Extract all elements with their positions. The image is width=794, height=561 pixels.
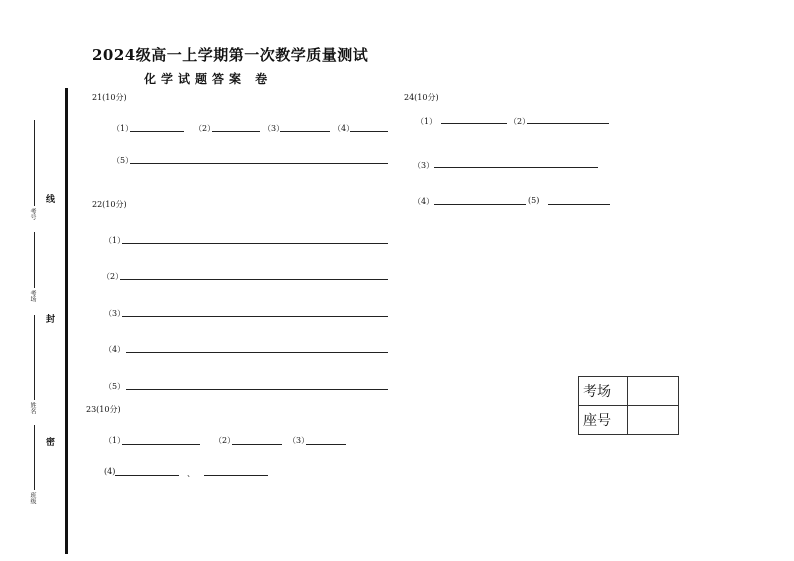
q24-heading: 24(10分) [404,93,439,102]
seal-feng: 封 [46,315,56,325]
q23-p4-label: (4) [104,467,116,476]
q21-p4-answer-line[interactable] [350,131,388,132]
q21-heading: 21(10分) [92,93,127,102]
q23-p3-label: （3） [288,436,310,445]
q22-heading: 22(10分) [92,200,127,209]
seat-row-seat-number [579,406,679,435]
q22-p4-label: （4） [104,345,126,354]
q22-p1-answer-line[interactable] [122,243,388,244]
page-title: 2024级高一上学期第一次教学质量测试 [92,46,369,64]
label-banji: 班级 [29,492,36,504]
q22-p2-label: （2） [102,272,124,281]
q24-p4-answer-line[interactable] [434,204,526,205]
q23-p1-answer-line[interactable] [122,444,200,445]
q24-p5-answer-line[interactable] [548,204,610,205]
seat-label-exam-room: 考场 [579,377,628,406]
page-subtitle: 化学试题答案 卷 [144,72,273,86]
q24-p1-answer-line[interactable] [441,123,507,124]
seat-value-seat-number[interactable] [628,406,679,435]
xingming-line [34,315,35,400]
q21-p2-answer-line[interactable] [212,131,260,132]
q24-p2-answer-line[interactable] [527,123,609,124]
kaohao-line [34,120,35,206]
q22-p3-label: （3） [104,309,126,318]
label-kaochang: 考场 [29,290,36,302]
q24-p2-label: （2） [509,117,531,126]
q22-p4-answer-line[interactable] [126,352,388,353]
q23-p4-separator: 、 [187,469,195,478]
q23-p2-answer-line[interactable] [232,444,282,445]
q21-p1-label: （1） [112,124,134,133]
q22-p5-answer-line[interactable] [126,389,388,390]
q21-p1-answer-line[interactable] [130,131,184,132]
q22-p5-label: （5） [104,382,126,391]
q23-p2-label: （2） [214,436,236,445]
q23-p4-answer-line-a[interactable] [115,475,179,476]
seat-value-exam-room[interactable] [628,377,679,406]
seat-label-seat-number: 座号 [579,406,628,435]
q24-p1-label: （1） [416,117,438,126]
q24-p5-label: (5) [528,196,540,205]
q21-p4-label: （4） [333,124,355,133]
q21-p3-answer-line[interactable] [280,131,330,132]
q21-p3-label: （3） [263,124,285,133]
q22-p3-answer-line[interactable] [122,316,388,317]
seat-info-box [578,376,679,435]
seat-row-exam-room [579,377,679,406]
q24-p3-label: （3） [413,161,435,170]
binding-bar [65,88,68,554]
q23-p3-answer-line[interactable] [306,444,346,445]
q22-p2-answer-line[interactable] [120,279,388,280]
q21-p5-answer-line[interactable] [130,163,388,164]
q22-p1-label: （1） [104,236,126,245]
q23-p1-label: （1） [104,436,126,445]
kaochang-line [34,232,35,288]
q24-p4-label: （4） [413,197,435,206]
q21-p2-label: （2） [194,124,216,133]
banji-line [34,425,35,490]
label-kaohao: 考号 [29,208,36,220]
q24-p3-answer-line[interactable] [434,167,598,168]
label-xingming: 姓名 [29,402,36,414]
q23-p4-answer-line-b[interactable] [204,475,268,476]
q21-p5-label: （5） [112,156,134,165]
seal-mi: 密 [46,438,56,448]
seal-xian: 线 [46,195,56,205]
q23-heading: 23(10分) [86,405,121,414]
